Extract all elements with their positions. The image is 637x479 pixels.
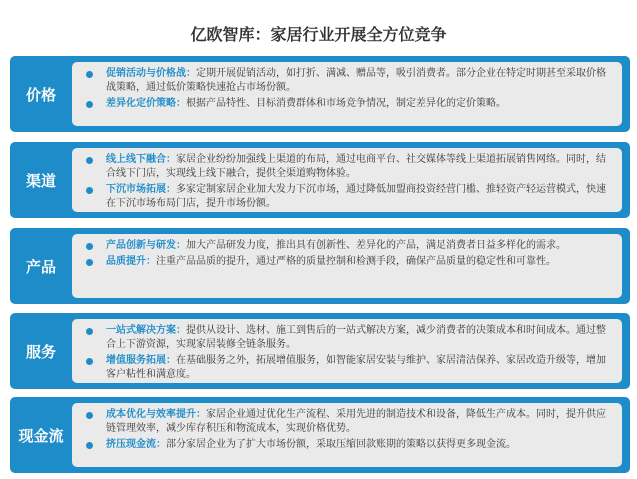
item-text: 家居企业通过优化生产流程、采用先进的制造技术和设备，降低生产成本。同时，提升供应链管理效率，减少库存积压和物流成本，实现价格优势。	[106, 409, 606, 434]
category-content	[72, 62, 622, 126]
bullet-dot-icon	[86, 71, 93, 78]
item-text: 家居企业纷纷加强线上渠道的布局，通过电商平台、社交媒体等线上渠道拓展销售网络。同时，结合线下门店，实现线上线下融合，提供全渠道购物体验。	[106, 154, 606, 179]
list-item	[84, 255, 612, 269]
bullet-dot-icon	[86, 243, 93, 250]
list-item	[84, 438, 612, 452]
item-heading: 成本优化与效率提升：	[106, 409, 206, 420]
item-text: 定期开展促销活动，如打折、满减、赠品等，吸引消费者。部分企业在特定时期甚至采取价格战策略，通过低价策略快速抢占市场份额。	[106, 68, 606, 93]
item-text: 提供从设计、选材、施工到售后的一站式解决方案，减少消费者的决策成本和时间成本。通过整合上下游资源，实现家居装修全链条服务。	[106, 325, 606, 350]
category-content	[72, 148, 622, 212]
category-row-channel	[10, 142, 630, 218]
item-text: 加大产品研发力度，推出具有创新性、差异化的产品，满足消费者日益多样化的需求。	[186, 240, 566, 251]
bullet-dot-icon	[86, 101, 93, 108]
item-heading: 增值服务拓展：	[106, 355, 176, 366]
category-label: 价格	[25, 85, 56, 104]
item-heading: 挤压现金流：	[106, 439, 166, 450]
bullet-dot-icon	[86, 187, 93, 194]
bullet-dot-icon	[86, 358, 93, 365]
item-heading: 产品创新与研发：	[106, 240, 186, 251]
category-row-price	[10, 56, 630, 132]
list-item	[84, 354, 612, 382]
category-row-product	[10, 228, 630, 304]
category-label: 现金流	[18, 426, 64, 445]
item-heading: 差异化定价策略：	[106, 98, 186, 109]
item-text: 根据产品特性、目标消费群体和市场竞争情况，制定差异化的定价策略。	[186, 98, 506, 109]
category-row-service	[10, 313, 630, 389]
item-heading: 品质提升：	[106, 256, 156, 267]
list-item	[84, 408, 612, 436]
bullet-dot-icon	[86, 442, 93, 449]
item-heading: 促销活动与价格战：	[106, 68, 196, 79]
list-item	[84, 97, 612, 111]
item-text: 多家定制家居企业加大发力下沉市场，通过降低加盟商投资经营门槛、推轻资产轻运营模式，快速在下沉市场布局门店，提升市场份额。	[106, 184, 606, 209]
list-item	[84, 324, 612, 352]
item-text: 在基础服务之外，拓展增值服务，如智能家居安装与维护、家居清洁保养、家居改造升级等，增加客户粘性和满意度。	[106, 355, 606, 380]
list-item	[84, 153, 612, 181]
item-heading: 一站式解决方案：	[106, 325, 186, 336]
category-label: 服务	[25, 342, 56, 361]
item-heading: 线上线下融合：	[106, 154, 176, 165]
page-title: 亿欧智库：家居行业开展全方位竞争	[190, 25, 447, 44]
bullet-dot-icon	[86, 412, 93, 419]
list-item	[84, 67, 612, 95]
list-item	[84, 239, 612, 253]
bullet-dot-icon	[86, 157, 93, 164]
category-content	[72, 319, 622, 383]
category-content	[72, 234, 622, 298]
list-item	[84, 183, 612, 211]
category-label: 渠道	[25, 171, 56, 190]
category-label: 产品	[25, 257, 56, 276]
item-heading: 下沉市场拓展：	[106, 184, 176, 195]
category-content	[72, 403, 622, 467]
item-text: 部分家居企业为了扩大市场份额，采取压缩回款账期的策略以获得更多现金流。	[166, 439, 516, 450]
bullet-dot-icon	[86, 328, 93, 335]
category-row-cashflow	[10, 397, 630, 473]
bullet-dot-icon	[86, 259, 93, 266]
item-text: 注重产品品质的提升，通过严格的质量控制和检测手段，确保产品质量的稳定性和可靠性。	[156, 256, 556, 267]
